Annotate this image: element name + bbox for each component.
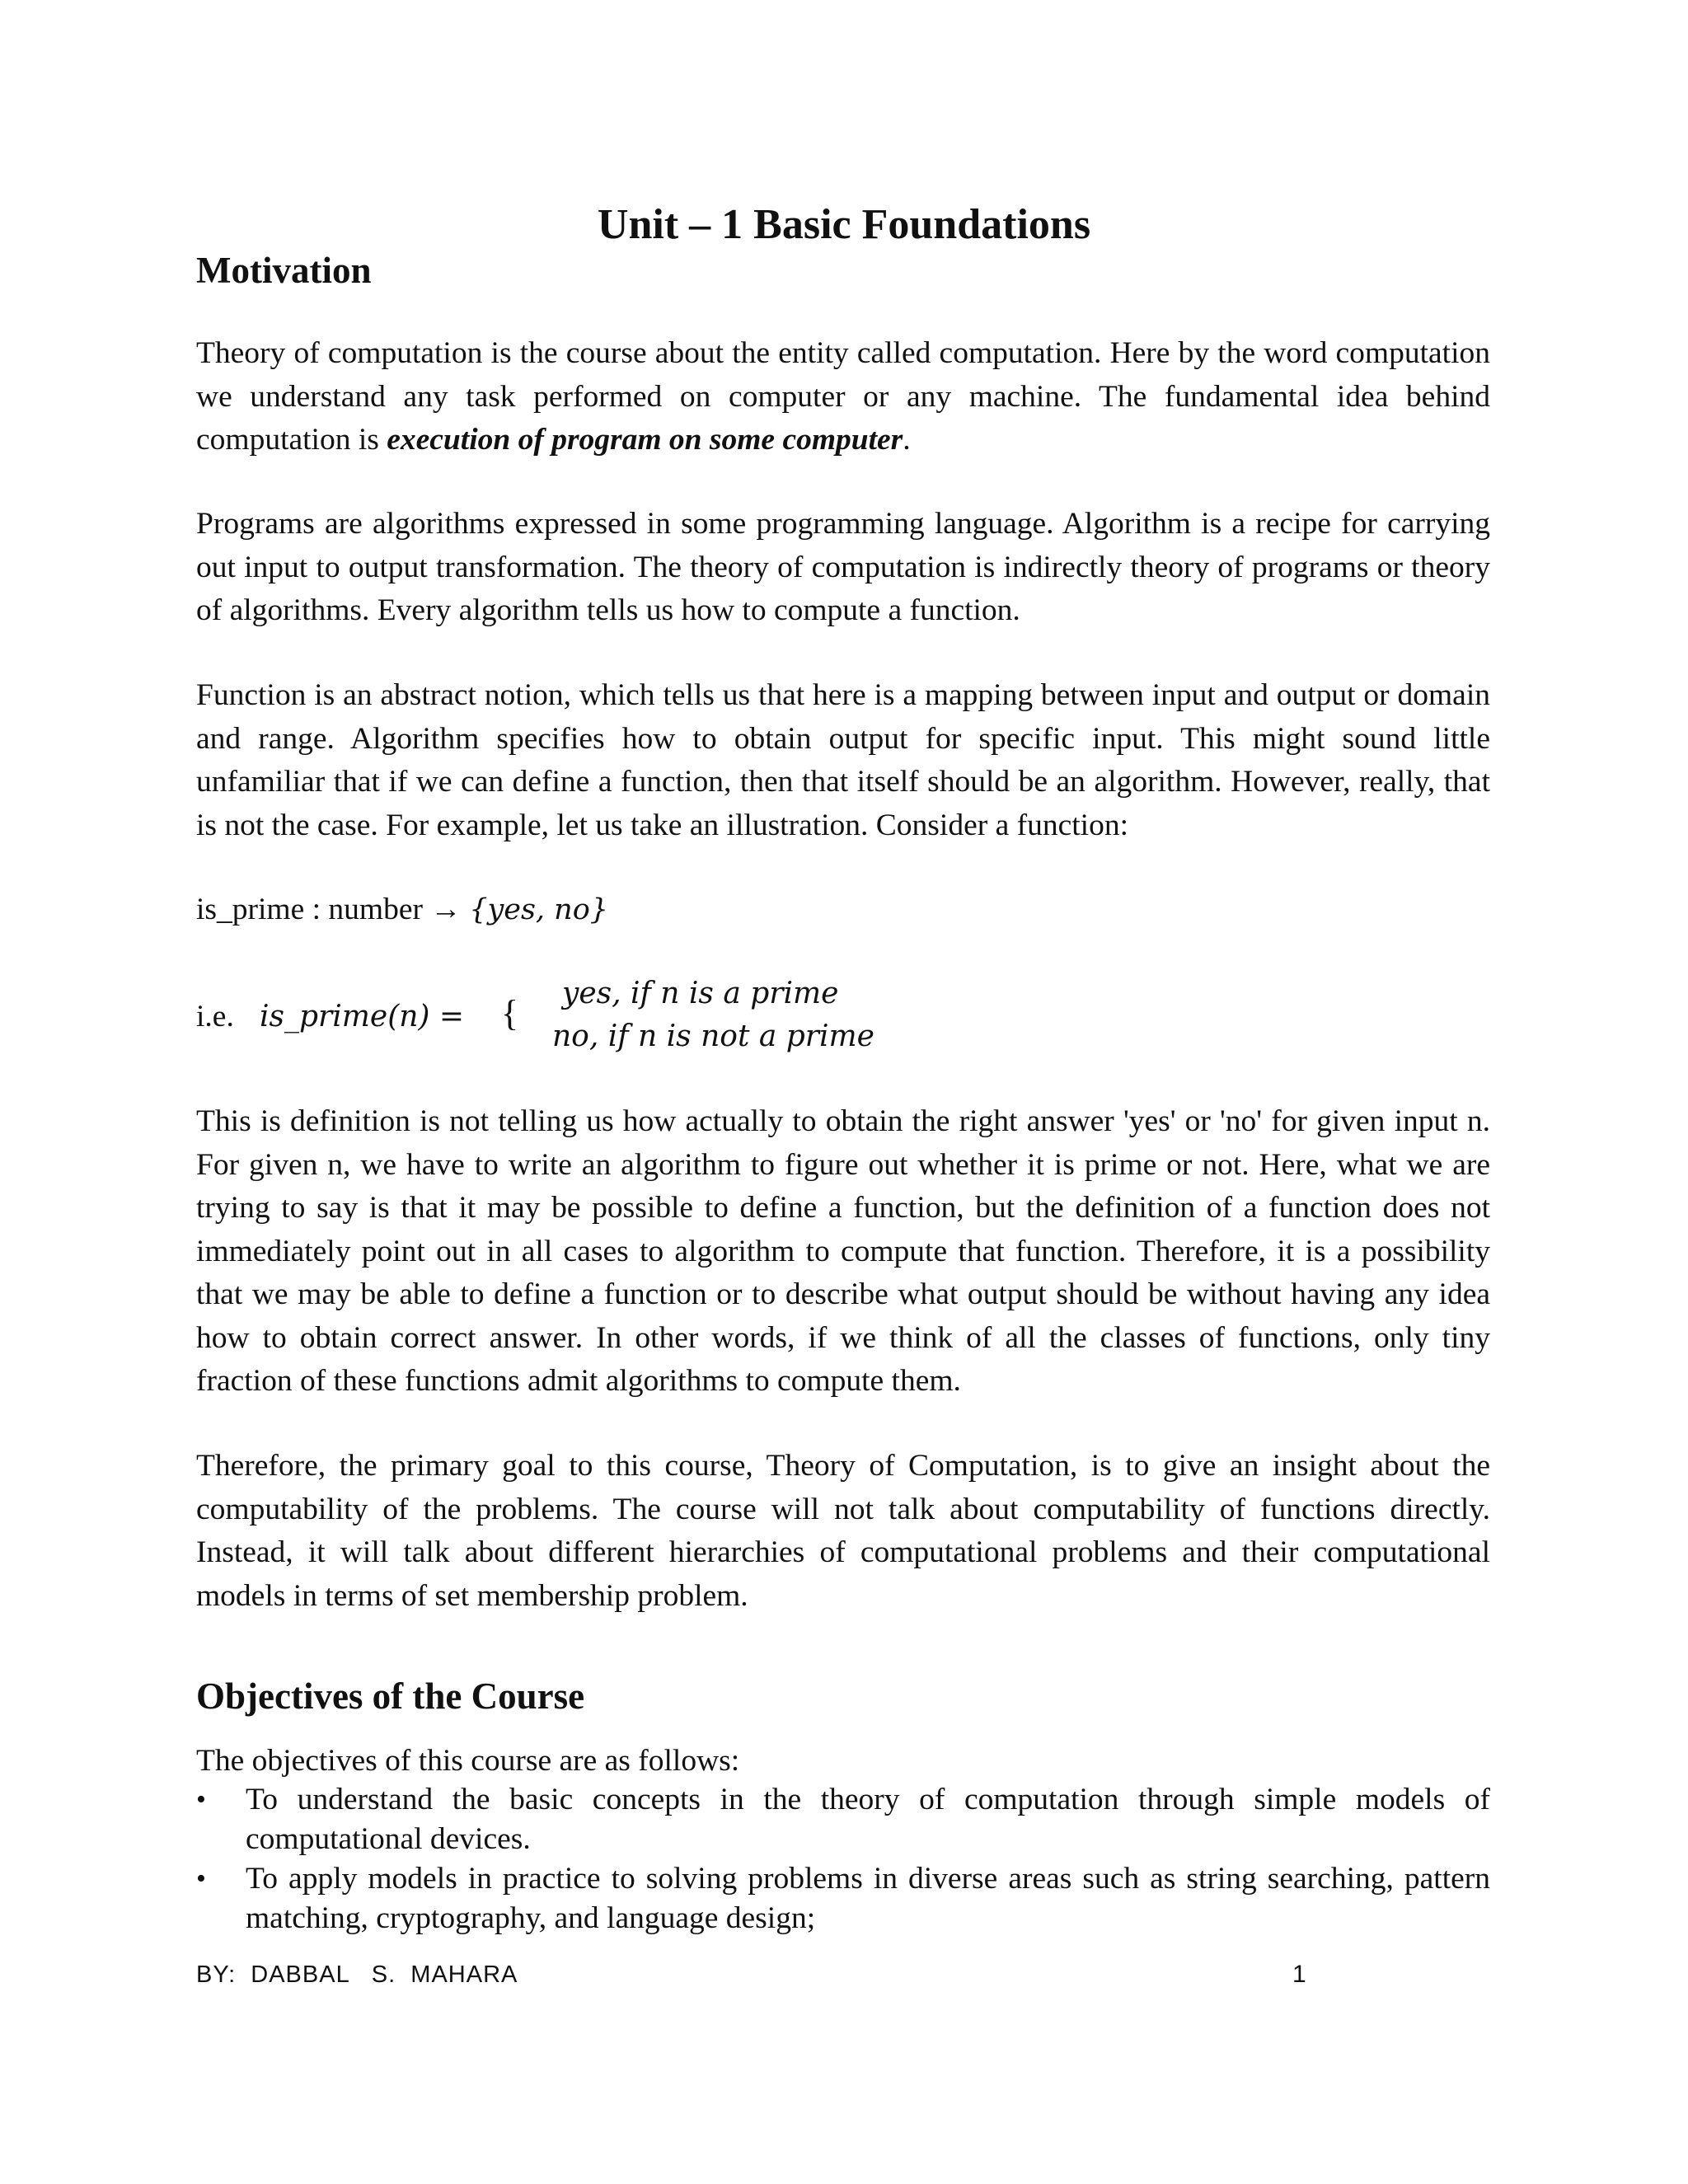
objectives-heading: Objectives of the Course <box>196 1675 585 1717</box>
objective-text: To apply models in practice to solving problems in diverse areas such as string searching, pattern matching, cryptography, and language design; <box>246 1862 1490 1935</box>
motivation-heading: Motivation <box>196 250 372 291</box>
emphasis-text: execution of program on some computer <box>387 423 903 457</box>
function-signature <box>196 888 608 931</box>
paragraph-intro-text: Theory of computation is the course about the entity called computation. Here by the word computation we understand any task performed on computer or any machine. The fundamental idea behind computation is <box>196 336 1490 457</box>
list-item <box>196 1859 1490 1938</box>
equation-case-yes: yes, if n is a prime <box>562 977 839 1010</box>
page-title: Unit – 1 Basic Foundations <box>597 201 1091 248</box>
equation-case-no: no, if n is not a prime <box>552 1019 874 1053</box>
piecewise-equation <box>196 972 1185 1063</box>
equation-lhs: is_prime(n) = <box>260 1000 465 1033</box>
equation-brace: { <box>501 993 519 1033</box>
paragraph-intro-end: . <box>903 423 911 457</box>
paragraph-goal: Therefore, the primary goal to this course, Theory of Computation, is to give an insight about the computability of the problems. The course will not talk about computability of functions directly. Instead, it will talk about different hierarchies of computational problems and their computational models in terms of set membership problem. <box>196 1449 1490 1613</box>
bullet-icon: • <box>196 1784 206 1815</box>
paragraph-definition: This is definition is not telling us how actually to obtain the right answer 'yes' or 'no' for given input n. For given n, we have to write an algorithm to figure out whether it is prime or not. Here, what we are trying to say is that it may be possible to define a function, but the definition of a function does not immediately point out in all cases to algorithm to compute that function. Therefore, it is a possibility that we may be able to define a function or to describe what output should be without having any idea how to obtain correct answer. In other words, if we think of all the classes of functions, only tiny fraction of these functions admit algorithms to compute them. <box>196 1104 1490 1398</box>
paragraph-intro <box>196 332 1490 462</box>
objectives-list <box>196 1780 1490 1938</box>
paragraph-programs: Programs are algorithms expressed in some programming language. Algorithm is a recipe for carrying out input to output transformation. The theory of computation is indirectly theory of programs or theory of algorithms. Every algorithm tells us how to compute a function. <box>196 507 1490 627</box>
equation-prefix: i.e. <box>196 1000 234 1033</box>
paragraph-function: Function is an abstract notion, which tells us that here is a mapping between input and output or domain and range. Algorithm specifies how to obtain output for specific input. This might sound little unfamiliar that if we can define a function, then that itself should be an algorithm. However, really, that is not the case. For example, let us take an illustration. Consider a function: <box>196 678 1490 842</box>
signature-codomain: {yes, no} <box>469 893 609 926</box>
bullet-icon: • <box>196 1863 206 1894</box>
footer-page-number: 1 <box>1292 1961 1306 1988</box>
objectives-intro: The objectives of this course are as follows: <box>196 1744 740 1778</box>
objective-text: To understand the basic concepts in the theory of computation through simple models of computational devices. <box>246 1783 1490 1856</box>
list-item <box>196 1780 1490 1859</box>
signature-text: is_prime : number → <box>196 893 470 926</box>
footer-author: BY: DABBAL S. MAHARA <box>196 1961 518 1988</box>
